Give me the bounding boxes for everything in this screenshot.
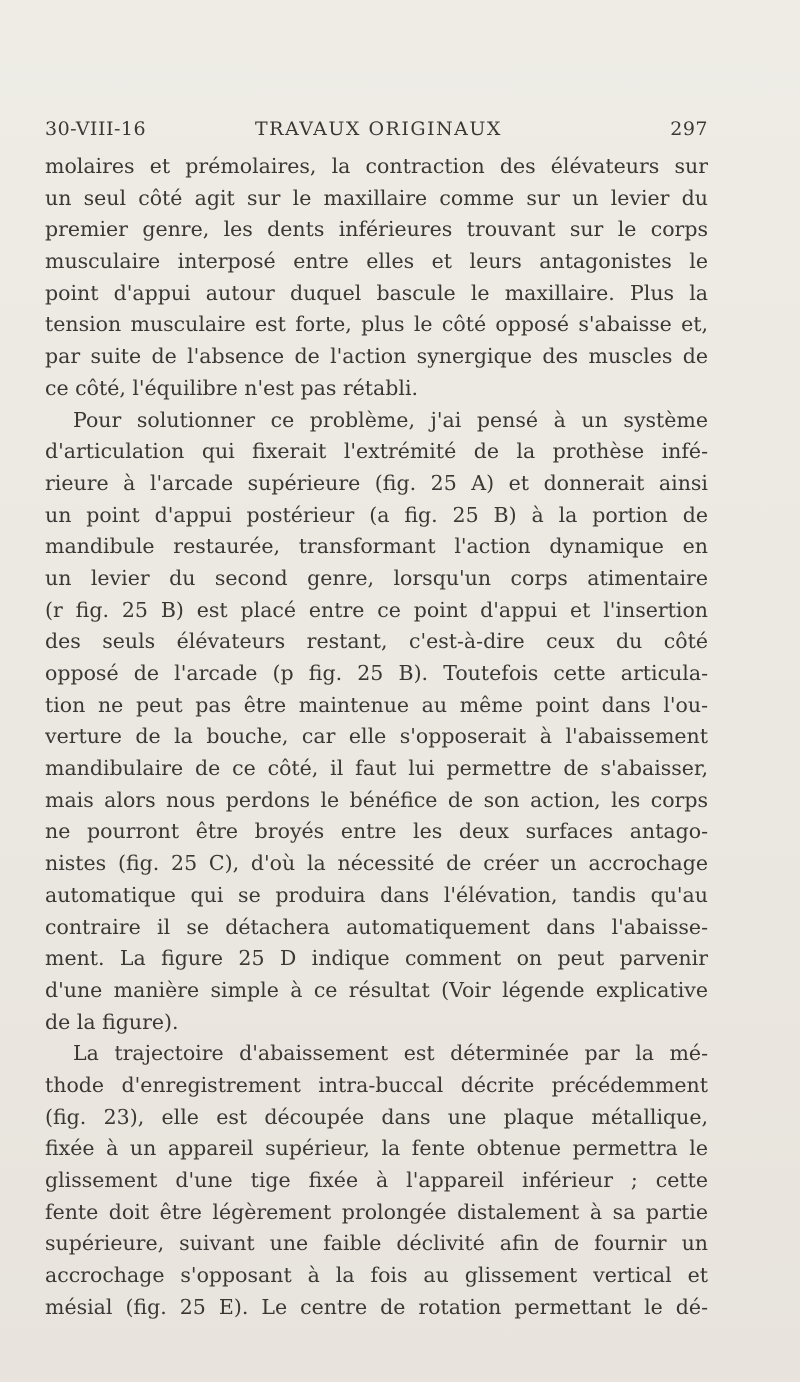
text-line: mandibule restaurée, transformant l'action dynamique en [45, 534, 708, 559]
text-line: contraire il se détachera automatiquement dans l'abaisse- [45, 914, 708, 939]
text-line: de la figure). [45, 1009, 179, 1034]
page-number: 297 [670, 118, 708, 140]
text-line: (fig. 23), elle est découpée dans une plaque métallique, [45, 1104, 708, 1129]
text-line: supérieure, suivant une faible déclivité afin de fournir un [45, 1231, 708, 1256]
text-line: mandibulaire de ce côté, il faut lui permettre de s'abaisser, [45, 756, 708, 781]
text-line: opposé de l'arcade (p fig. 25 B). Toutefois cette articula- [45, 661, 708, 685]
text-line: fixée à un appareil supérieur, la fente obtenue permettra le [45, 1136, 708, 1161]
text-line: ne pourront être broyés entre les deux surfaces antago- [45, 819, 708, 844]
text-line: tion ne peut pas être maintenue au même point dans l'ou- [45, 692, 708, 717]
text-line: fente doit être légèrement prolongée distalement à sa partie [45, 1199, 708, 1224]
text-line: tension musculaire est forte, plus le côté opposé s'abaisse et, [45, 312, 708, 337]
text-line: mésial (fig. 25 E). Le centre de rotation permettant le dé- [45, 1294, 708, 1319]
text-line: thode d'enregistrement intra-buccal décrite précédemment [45, 1072, 708, 1097]
text-line: verture de la bouche, car elle s'opposerait à l'abaissement [45, 724, 708, 749]
text-line: mais alors nous perdons le bénéfice de son action, les corps [45, 787, 708, 812]
text-line: nistes (fig. 25 C), d'où la nécessité de créer un accrochage [45, 851, 708, 876]
issue-date: 30-VIII-16 [45, 118, 147, 140]
text-line: premier genre, les dents inférieures trouvant sur le corps [45, 217, 708, 242]
text-line: musculaire interposé entre elles et leurs antagonistes le [45, 249, 708, 274]
text-line: La trajectoire d'abaissement est déterminée par la mé- [73, 1041, 708, 1066]
running-head [45, 118, 708, 148]
text-line: d'une manière simple à ce résultat (Voir légende explicative [45, 977, 708, 1002]
text-line: automatique qui se produira dans l'élévation, tandis qu'au [45, 882, 708, 907]
text-line: des seuls élévateurs restant, c'est-à-dire ceux du côté [45, 629, 708, 654]
text-line: un point d'appui postérieur (a fig. 25 B) à la portion de [45, 502, 708, 527]
text-line: ment. La figure 25 D indique comment on peut parvenir [45, 946, 708, 971]
text-line: Pour solutionner ce problème, j'ai pensé à un système [73, 407, 708, 432]
text-line: un levier du second genre, lorsqu'un corps atimentaire [45, 565, 708, 590]
text-line: accrochage s'opposant à la fois au glissement vertical et [45, 1263, 708, 1288]
text-line: ce côté, l'équilibre n'est pas rétabli. [45, 375, 419, 400]
text-line: rieure à l'arcade supérieure (fig. 25 A) et donnerait ainsi [45, 470, 708, 495]
text-line: d'articulation qui fixerait l'extrémité de la prothèse infé- [45, 439, 708, 464]
section-title: TRAVAUX ORIGINAUX [255, 118, 502, 140]
body-text [45, 151, 708, 1323]
text-line: (r fig. 25 B) est placé entre ce point d'appui et l'insertion [45, 597, 708, 622]
text-line: molaires et prémolaires, la contraction des élévateurs sur [45, 154, 708, 178]
text-line: par suite de l'absence de l'action synergique des muscles de [45, 344, 708, 369]
text-line: point d'appui autour duquel bascule le maxillaire. Plus la [45, 280, 708, 305]
text-line: un seul côté agit sur le maxillaire comme sur un levier du [45, 185, 708, 210]
text-line: glissement d'une tige fixée à l'appareil inférieur ; cette [45, 1168, 708, 1192]
